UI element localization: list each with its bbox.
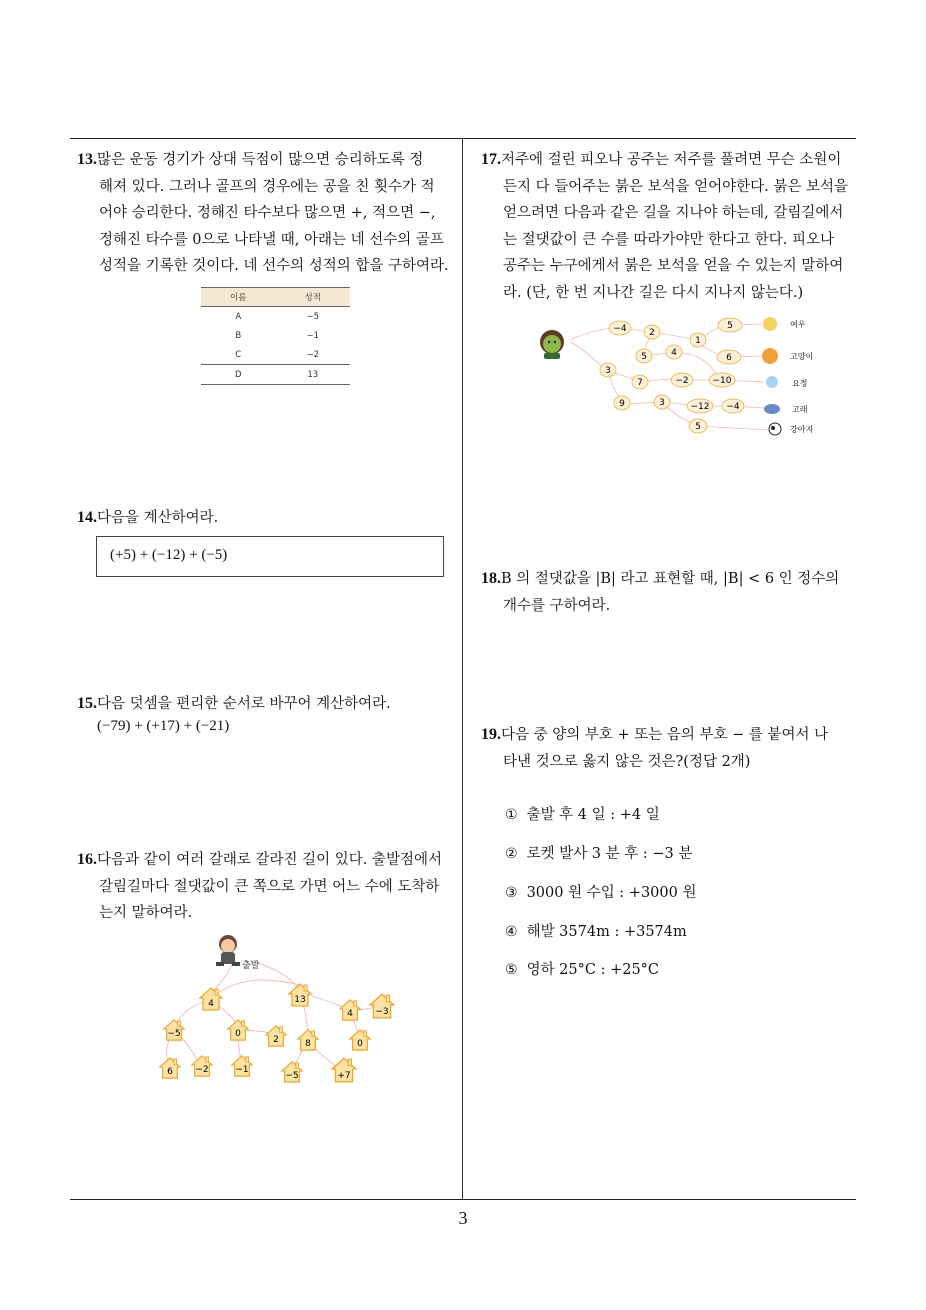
question-13: [77, 147, 462, 280]
house-label: −5: [167, 1029, 181, 1039]
node-label: 7: [637, 378, 643, 388]
start-character: [216, 935, 260, 971]
choice-4[interactable]: [505, 920, 687, 941]
house-label: 13: [294, 995, 306, 1005]
expression: (−79) + (+17) + (−21): [97, 718, 230, 734]
question-number: 15.: [77, 695, 97, 712]
question-text-line: B 의 절댓값을 |B| 라고 표현할 때, |B| < 6 인 정수의: [501, 571, 840, 587]
golf-score-table: [201, 287, 350, 385]
question-number: 19.: [481, 726, 501, 743]
house-label: 0: [235, 1029, 241, 1039]
node-label: 5: [641, 352, 647, 362]
question-text-line: 성적을 기록한 것이다. 네 선수의 성적의 합을 구하여라.: [99, 258, 449, 274]
house-node: [282, 1062, 302, 1082]
node-label: 2: [649, 328, 655, 338]
question-16: [77, 847, 462, 927]
question-text: 다음 덧셈을 편리한 순서로 바꾸어 계산하여라.: [97, 696, 391, 712]
table-cell: C: [235, 349, 242, 360]
choice-2[interactable]: [505, 842, 692, 863]
table-cell: −5: [306, 311, 320, 322]
character-label: 요정: [792, 379, 808, 388]
fairy-icon: [766, 376, 807, 388]
cat-icon: [762, 348, 813, 364]
table-row: [201, 365, 350, 385]
question-number: 16.: [77, 851, 97, 868]
house-node: [298, 1030, 318, 1050]
house-node: [289, 984, 311, 1006]
choice-text: 로켓 발사 3 분 후 : −3 분: [526, 846, 693, 862]
path-node: [600, 363, 616, 377]
house-label: 8: [305, 1039, 311, 1049]
question-text-line: 다음 중 양의 부호 + 또는 음의 부호 − 를 붙여서 나: [501, 727, 829, 743]
question-text-line: 는지 말하여라.: [99, 905, 193, 921]
fiona-character: [540, 330, 564, 359]
node-label: 5: [727, 321, 733, 331]
path-node: [709, 373, 735, 387]
character-label: 강아지: [790, 425, 814, 434]
start-label: 출발: [242, 961, 260, 971]
question-text-line: 저주에 걸린 피오나 공주는 저주를 풀려면 무슨 소원이: [501, 152, 842, 168]
question-17: [481, 147, 866, 306]
node-label: 3: [659, 398, 665, 408]
question-number: 17.: [481, 151, 501, 168]
choice-text: 3000 원 수입 : +3000 원: [526, 885, 697, 901]
table-row: [201, 326, 350, 345]
question-text-line: 다음과 같이 여러 갈래로 갈라진 길이 있다. 출발점에서: [97, 852, 443, 868]
question-18: [481, 566, 866, 619]
question-14: [77, 505, 462, 532]
table-cell: D: [201, 365, 276, 385]
question-15: [77, 691, 462, 718]
whale-icon: [764, 404, 807, 414]
question-text-line: 는 절댓값이 큰 수를 따라가야만 한다고 한다. 피오나: [503, 231, 835, 248]
path-node: [690, 333, 706, 347]
house-node: [160, 1058, 180, 1078]
choice-text: 해발 3574m : +3574m: [526, 924, 687, 940]
path-node: [632, 375, 648, 389]
house-label: 4: [347, 1009, 353, 1019]
node-label: −10: [712, 376, 732, 386]
path-node: [687, 399, 713, 413]
question-text-line: 해져 있다. 그러나 골프의 경우에는 공을 친 횟수가 적: [99, 178, 435, 195]
choice-3[interactable]: [505, 881, 696, 902]
question-number: 14.: [77, 509, 97, 526]
node-label: 1: [695, 336, 701, 346]
house-label: 6: [167, 1067, 173, 1077]
table-cell: −1: [306, 330, 320, 341]
expression: (+5) + (−12) + (−5): [110, 547, 228, 563]
question-text-line: 라. (단, 한 번 지나간 길은 다시 지나지 않는다.): [503, 284, 804, 301]
table-header: 성적: [276, 288, 351, 307]
question-text-line: 많은 운동 경기가 상대 득점이 많으면 승리하도록 정: [97, 152, 424, 168]
choice-marker: ④: [505, 924, 518, 940]
house-label: −5: [285, 1071, 299, 1081]
choice-text: 출발 후 4 일 : +4 일: [526, 807, 660, 823]
path-node: [717, 350, 741, 364]
path-node: [718, 318, 742, 332]
character-label: 여우: [790, 320, 806, 329]
node-label: 4: [671, 348, 677, 358]
fiona-path-diagram: [532, 310, 832, 442]
house-nodes: [160, 984, 394, 1082]
house-node: [332, 1058, 356, 1082]
choice-marker: ①: [505, 807, 518, 823]
path-node: [722, 399, 744, 413]
question-text-line: 개수를 구하여라.: [503, 597, 611, 614]
branching-path-diagram: [150, 930, 410, 1090]
node-label: −2: [675, 376, 689, 386]
choice-5[interactable]: [505, 958, 659, 979]
character-label: 고래: [792, 405, 808, 414]
question-text-line: 정해진 타수를 0으로 나타낼 때, 아래는 네 선수의 골프: [99, 231, 444, 248]
question-19: [481, 722, 866, 775]
path-node: [654, 395, 670, 409]
house-node: [232, 1056, 252, 1076]
top-rule: [70, 138, 856, 139]
choice-text: 영하 25°C : +25°C: [526, 962, 660, 978]
table-cell: A: [235, 311, 242, 322]
node-label: −4: [726, 402, 740, 412]
question-text-line: 얻으려면 다음과 같은 길을 지나야 하는데, 갈림길에서: [503, 205, 844, 221]
choice-marker: ②: [505, 846, 518, 862]
choice-marker: ③: [505, 885, 518, 901]
node-label: 3: [605, 366, 611, 376]
house-label: 0: [357, 1039, 363, 1049]
house-label: +7: [337, 1071, 351, 1081]
house-label: 2: [273, 1035, 279, 1045]
expression-box: [96, 536, 444, 577]
page-number: 3: [458, 1208, 468, 1228]
house-node: [350, 1030, 370, 1050]
table-header: 이름: [201, 288, 276, 307]
question-number: 13.: [77, 151, 97, 168]
column-divider: [462, 139, 463, 1199]
table-cell: 13: [276, 365, 351, 385]
node-label: −4: [613, 324, 627, 334]
house-node: [266, 1026, 286, 1046]
node-label: 6: [726, 353, 732, 363]
fox-icon: [763, 317, 806, 331]
path-node: [644, 325, 660, 339]
house-node: [340, 1000, 360, 1020]
table-row: [201, 307, 350, 327]
path-node: [609, 321, 631, 335]
table-row: [201, 345, 350, 365]
node-label: 9: [619, 399, 625, 409]
question-text-line: 든지 다 들어주는 붉은 보석을 얻어야한다. 붉은 보석을: [503, 178, 849, 195]
paths: [570, 324, 768, 430]
bottom-rule: [70, 1199, 856, 1200]
path-node: [636, 349, 652, 363]
destination-characters: [762, 317, 813, 435]
choice-1[interactable]: [505, 803, 660, 824]
house-node: [200, 988, 222, 1010]
path-node: [671, 373, 693, 387]
question-text-line: 공주는 누구에게서 붉은 보석을 얻을 수 있는지 말하여: [503, 258, 844, 274]
house-node: [228, 1020, 248, 1040]
dog-icon: [769, 423, 813, 435]
house-label: −2: [195, 1065, 209, 1075]
path-node: [689, 419, 707, 433]
node-label: 5: [695, 422, 701, 432]
question-text-line: 타낸 것으로 옳지 않은 것은?(정답 2개): [503, 753, 751, 770]
path-node: [666, 345, 682, 359]
question-text-line: 갈림길마다 절댓값이 큰 쪽으로 가면 어느 수에 도착하: [99, 878, 440, 895]
path-node: [614, 396, 630, 410]
house-label: −1: [235, 1065, 249, 1075]
choice-marker: ⑤: [505, 962, 518, 978]
table-cell: −2: [306, 349, 320, 360]
house-node: [192, 1056, 212, 1076]
question-number: 18.: [481, 570, 501, 587]
character-label: 고양이: [790, 352, 814, 361]
house-label: 4: [208, 999, 214, 1009]
table-cell: B: [235, 330, 242, 341]
question-text: 다음을 계산하여라.: [97, 510, 219, 526]
question-text-line: 어야 승리한다. 정해진 타수보다 많으면 +, 적으면 −,: [99, 205, 436, 221]
node-label: −12: [690, 402, 710, 412]
house-node: [164, 1020, 184, 1040]
table-header-row: [201, 288, 350, 307]
house-label: −3: [375, 1007, 389, 1017]
house-node: [370, 994, 394, 1018]
